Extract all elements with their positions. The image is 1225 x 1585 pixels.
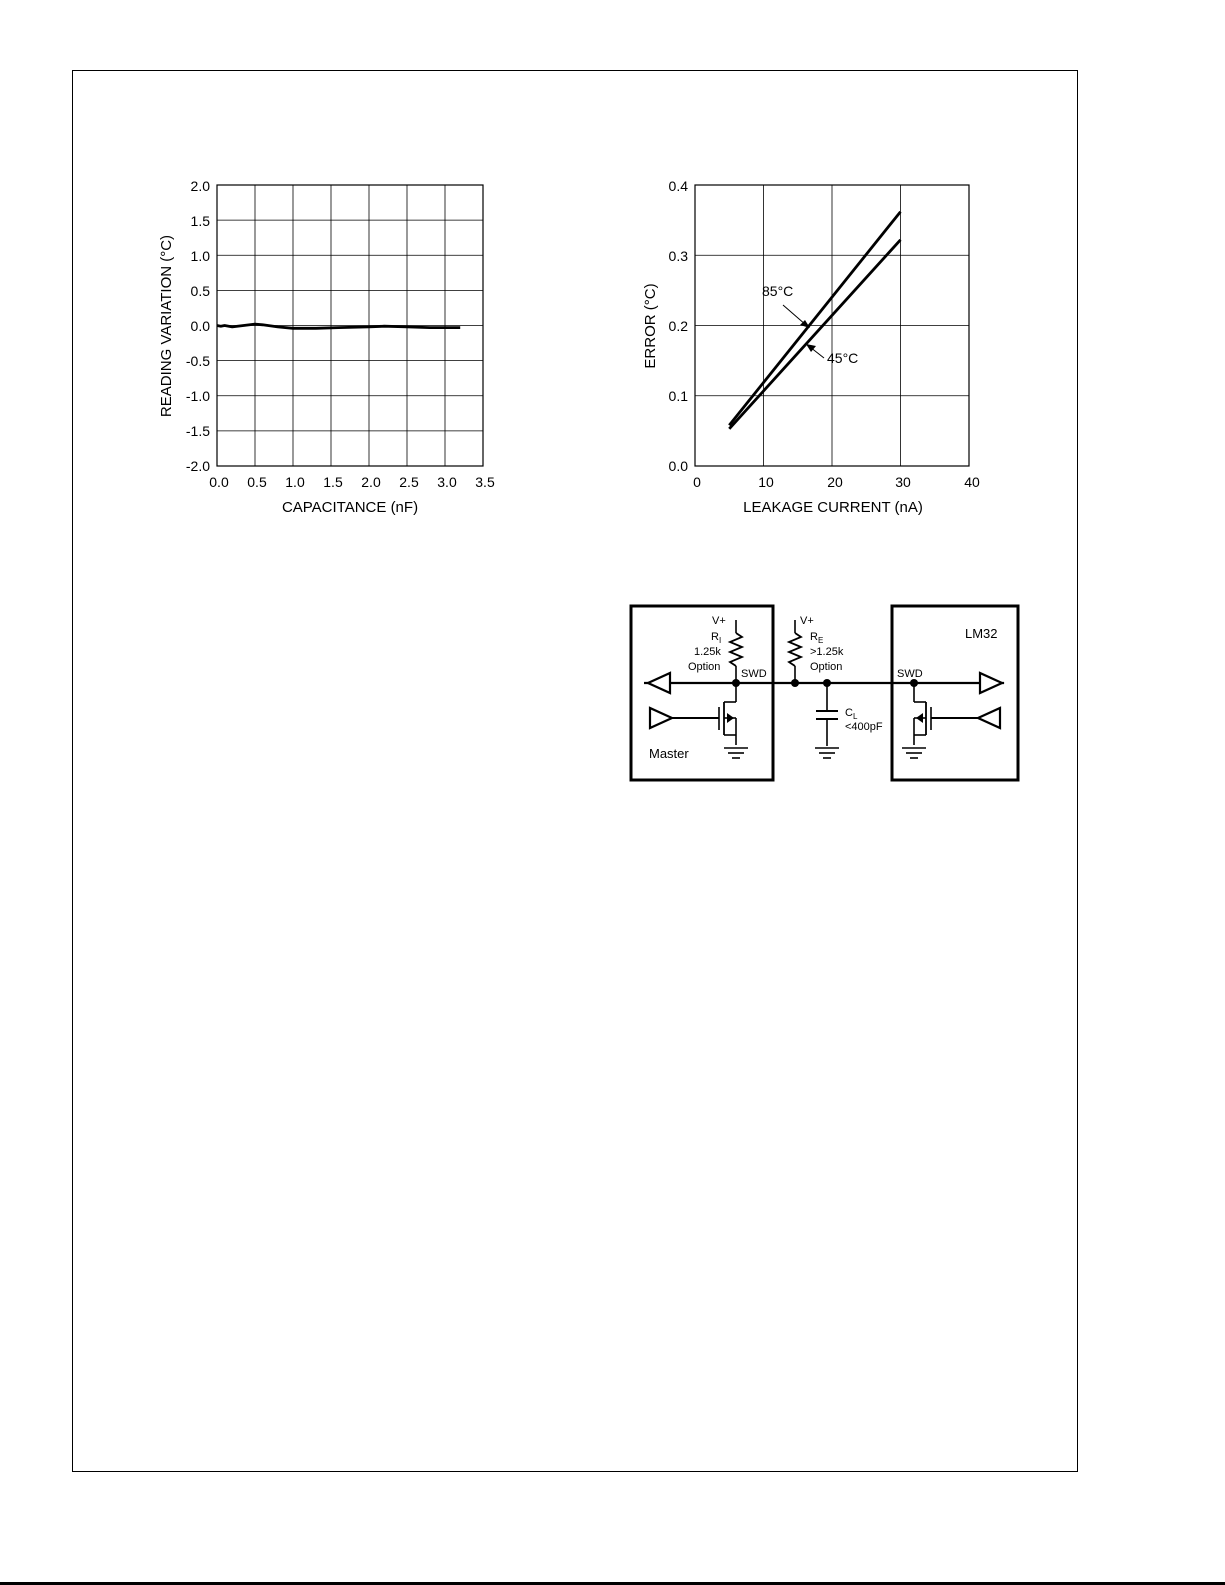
c2-xtick: 0 — [693, 474, 701, 490]
c1-ytick: -1.5 — [185, 423, 210, 439]
c1-xtick: 0.0 — [209, 474, 229, 490]
c1-xtick: 1.5 — [323, 474, 343, 490]
ext-vplus-label: V+ — [800, 615, 814, 627]
ri-resistor — [730, 633, 742, 666]
cl-label-main: C — [845, 707, 853, 719]
c2-xtick: 10 — [758, 474, 774, 490]
ri-label-sub: I — [718, 636, 722, 645]
master-mos-arrow — [727, 713, 734, 723]
lm32-box — [892, 606, 1018, 780]
c1-xtick: 1.0 — [285, 474, 305, 490]
c1-ylabel: READING VARIATION (°C) — [158, 234, 175, 418]
c1-xtick: 3.5 — [475, 474, 495, 490]
lm32-output-buffer — [980, 673, 1002, 693]
c2-ytick: 0.0 — [668, 458, 688, 474]
re-value: >1.25k — [810, 646, 844, 658]
c1-ytick: 0.0 — [190, 318, 210, 334]
c1-ytick: 1.0 — [190, 248, 210, 264]
c2-xtick: 40 — [964, 474, 980, 490]
master-input-buffer — [650, 708, 672, 728]
ri-label — [711, 631, 721, 645]
ri-option: Option — [688, 661, 721, 673]
master-output-buffer — [648, 673, 670, 693]
ri-value: 1.25k — [694, 646, 721, 658]
c2-xlabel: LEAKAGE CURRENT (nA) — [743, 499, 923, 516]
re-label-main: R — [810, 631, 818, 643]
lm32-swd-label: SWD — [897, 668, 923, 680]
c1-ytick: -0.5 — [185, 353, 210, 369]
c2-ytick: 0.3 — [668, 248, 688, 264]
c1-ytick: 0.5 — [190, 283, 210, 299]
junction-lm32 — [910, 679, 918, 687]
c1-ytick: -1.0 — [185, 388, 210, 404]
junction-master — [732, 679, 740, 687]
c2-xtick: 20 — [827, 474, 843, 490]
re-label — [810, 631, 823, 645]
c1-xlabel: CAPACITANCE (nF) — [281, 499, 419, 516]
cl-value: <400pF — [845, 721, 883, 733]
lm32-label: LM32 — [965, 626, 998, 641]
c1-ytick: 1.5 — [190, 213, 210, 229]
master-swd-label: SWD — [741, 668, 767, 680]
re-label-sub: E — [817, 636, 824, 645]
c2-ylabel: ERROR (°C) — [642, 283, 659, 369]
re-option: Option — [810, 661, 843, 673]
cl-label — [845, 707, 858, 721]
c1-xtick: 2.5 — [399, 474, 419, 490]
c1-ytick: -2.0 — [185, 458, 210, 474]
junction-cl — [823, 679, 831, 687]
master-vplus-label: V+ — [712, 615, 726, 627]
ri-label-main: R — [711, 631, 719, 643]
cl-label-sub: L — [852, 712, 858, 721]
c2-annotation-85c: 85°C — [762, 283, 794, 299]
re-resistor — [789, 633, 801, 666]
c2-xtick: 30 — [895, 474, 911, 490]
master-label: Master — [649, 746, 689, 761]
c2-ytick: 0.1 — [668, 388, 688, 404]
c2-annotation-45c: 45°C — [827, 350, 859, 366]
c1-ytick: 2.0 — [190, 178, 210, 194]
c2-ytick: 0.2 — [668, 318, 688, 334]
c1-xtick: 3.0 — [437, 474, 457, 490]
lm32-mos-arrow — [916, 713, 923, 723]
c2-ytick: 0.4 — [668, 178, 688, 194]
c1-xtick: 2.0 — [361, 474, 381, 490]
lm32-input-buffer — [978, 708, 1000, 728]
junction-re — [791, 679, 799, 687]
c1-xtick: 0.5 — [247, 474, 267, 490]
